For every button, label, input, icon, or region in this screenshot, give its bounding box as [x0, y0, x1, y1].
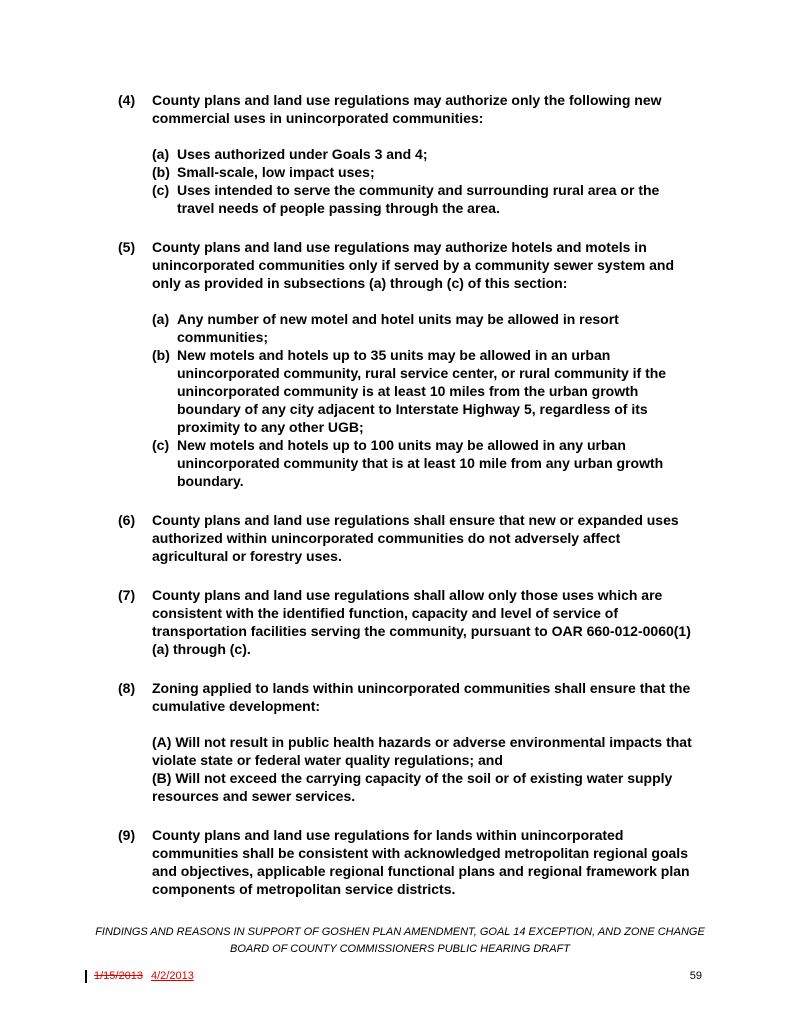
subitem — [152, 346, 694, 436]
list-item-5 — [118, 238, 694, 490]
footer-line-2: BOARD OF COUNTY COMMISSIONERS PUBLIC HEARING DRAFT — [229, 943, 571, 955]
subitem-label: (b) — [152, 164, 170, 180]
subitem-label: (c) — [152, 182, 170, 198]
subitem — [152, 436, 694, 490]
item-text: County plans and land use regulations may authorize hotels and motels in unincorporated communities only if served by a community sewer system and only as provided in subsections (a) through (c) of this section: — [152, 239, 675, 291]
sub-paragraph: (A) Will not result in public health hazards or adverse environmental impacts that violate state or federal water quality regulations; and — [152, 734, 692, 768]
item-text: County plans and land use regulations for lands within unincorporated communities shall be consistent with acknowledged metropolitan regional goals and objectives, applicable regional functional plans and regional framework plan components of metropolitan service districts. — [152, 827, 690, 897]
item-number: (9) — [118, 827, 136, 843]
item-text: County plans and land use regulations may authorize only the following new commercial uses in unincorporated communities: — [152, 92, 662, 126]
item-body — [152, 511, 694, 565]
subitem-text: Uses authorized under Goals 3 and 4; — [177, 146, 428, 162]
subitem-text: Uses intended to serve the community and surrounding rural area or the travel needs of people passing through the area. — [177, 182, 660, 216]
item-number: (5) — [118, 239, 136, 255]
sub-paragraph: (B) Will not exceed the carrying capacity of the soil or of existing water supply resources and sewer services. — [152, 770, 673, 804]
subitem-label: (a) — [152, 311, 170, 327]
item-body — [152, 238, 694, 490]
item-number: (4) — [118, 92, 136, 108]
item-number: (8) — [118, 680, 136, 696]
item-body — [152, 586, 694, 658]
subitem-label: (c) — [152, 437, 170, 453]
item-body — [152, 679, 694, 805]
subitem-text: Small-scale, low impact uses; — [177, 164, 375, 180]
list-item-6 — [118, 511, 694, 565]
item-body — [152, 91, 694, 217]
page-bottom-row — [0, 969, 800, 985]
inserted-date: 4/2/2013 — [151, 970, 194, 982]
document-footer — [0, 924, 800, 958]
revision-change-bar — [85, 970, 87, 983]
subitem-label: (b) — [152, 347, 170, 363]
list-item-8 — [118, 679, 694, 805]
subitem — [152, 181, 694, 217]
subitem-label: (a) — [152, 146, 170, 162]
item-text: Zoning applied to lands within unincorporated communities shall ensure that the cumulative development: — [152, 680, 691, 714]
item-body — [152, 826, 694, 898]
item-text: County plans and land use regulations shall ensure that new or expanded uses authorized within unincorporated communities do not adversely affect agricultural or forestry uses. — [152, 512, 679, 564]
item-text: County plans and land use regulations shall allow only those uses which are consistent with the identified function, capacity and level of service of transportation facilities serving the community, pursuant to OAR 660-012-0060(1)(a) through (c). — [152, 587, 691, 657]
sublist — [152, 310, 694, 490]
page-number: 59 — [689, 970, 702, 982]
list-item-9 — [118, 826, 694, 898]
sub-paragraphs — [152, 733, 694, 805]
subitem — [152, 310, 694, 346]
item-number: (7) — [118, 587, 136, 603]
sublist — [152, 145, 694, 217]
deleted-date: 1/15/2013 — [94, 970, 143, 982]
list-item-4 — [118, 91, 694, 217]
subitem-text: Any number of new motel and hotel units may be allowed in resort communities; — [177, 311, 619, 345]
list-item-7 — [118, 586, 694, 658]
footer-line-1: FINDINGS AND REASONS IN SUPPORT OF GOSHEN PLAN AMENDMENT, GOAL 14 EXCEPTION, AND ZONE CHANGE — [95, 926, 705, 938]
subitem-text: New motels and hotels up to 100 units may be allowed in any urban unincorporated community that is at least 10 mile from any urban growth boundary. — [177, 437, 664, 489]
ordinance-section-list — [118, 91, 694, 898]
subitem-text: New motels and hotels up to 35 units may be allowed in an urban unincorporated community, rural service center, or rural community if the unincorporated community is at least 10 miles from the urban growth boundary of any city adjacent to Interstate Highway 5, regardless of its proximity to any other UGB; — [177, 347, 667, 435]
item-number: (6) — [118, 512, 136, 528]
subitem — [152, 145, 694, 163]
subitem — [152, 163, 694, 181]
